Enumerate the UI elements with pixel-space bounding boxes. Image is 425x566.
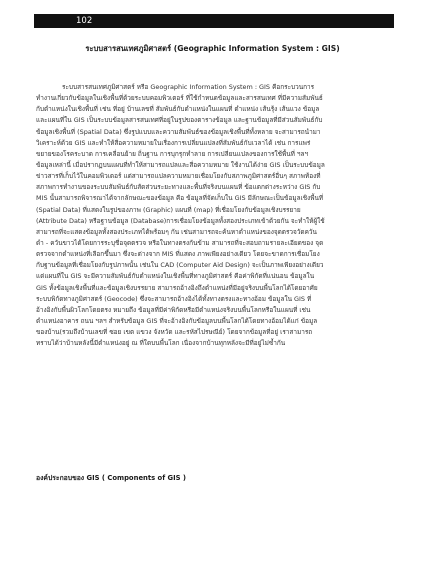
- paragraph-line: ขยายของโรคระบาด การเคลื่อนย้าย ถิ่นฐาน การบุกรุกทำลาย การเปลี่ยนแปลงของการใช้พื้นที่ ฯลฯ: [36, 149, 309, 158]
- document-title: ระบบสารสนเทศภูมิศาสตร์ (Geographic Information System : GIS): [85, 44, 340, 53]
- paragraph-line: ทำงานเกี่ยวกับข้อมูลในเชิงพื้นที่ด้วยระบบคอมพิวเตอร์ ที่ใช้กำหนดข้อมูลและสารสนเทศ ที่มีความสัมพันธ์: [36, 94, 323, 103]
- paragraph-line: และแผนที่ใน GIS เป็นระบบข้อมูลสารสนเทศที่อยู่ในรูปของตารางข้อมูล และฐานข้อมูลที่มีส่วนสัมพันธ์กับ: [36, 116, 323, 125]
- page-number-bar: [34, 14, 394, 28]
- paragraph-line: ข้อมูลเชิงพื้นที่ (Spatial Data) ซึ่งรูปแบบและความสัมพันธ์ของข้อมูลเชิงพื้นที่ทั้งหลาย จะสามารถนำมา: [36, 127, 321, 136]
- body-paragraph: [36, 82, 393, 349]
- paragraph-line: แต่แผนที่ใน GIS จะมีความสัมพันธ์กับตำแหน่งในเชิงพื้นที่ทางภูมิศาสตร์ คือค่าพิกัดที่แน่นอน ข้อมูลใน: [36, 272, 315, 281]
- paragraph-line: ระบบพิกัดทางภูมิศาสตร์ (Geocode) ซึ่งจะสามารถอ้างอิงได้ทั้งทางตรงและทางอ้อม ข้อมูลใน GIS ที่: [36, 294, 312, 303]
- paragraph-line: ข้อมูลเหล่านี้ เมื่อปรากฏบนแผนที่ทำให้สามารถแปลและสื่อความหมาย ใช้งานได้ง่าย GIS เป็นระบบข้อมูล: [36, 160, 325, 169]
- paragraph-line: ทราบได้ว่าบ้านหลังนี้มีตำแหน่งอยู่ ณ ที่ใดบนพื้นโลก เนื่องจากบ้านทุกหลังจะมีที่อยู่ไม่ซ้ำกัน: [36, 339, 286, 348]
- paragraph-line: ตำแหน่งอาคาร ถนน ฯลฯ สำหรับข้อมูล GIS ที่จะอ้างอิงกับข้อมูลบนพื้นโลกได้โดยทางอ้อมได้แก่ ข้อมูล: [36, 316, 318, 325]
- paragraph-line: กับตำแหน่งในเชิงพื้นที่ เช่น ที่อยู่ บ้านเลขที่ สัมพันธ์กับตำแหน่งในแผนที่ ตำแหน่ง เส้นรุ้ง เส้นแวง ข้อมูล: [36, 105, 320, 114]
- section-heading: องค์ประกอบของ GIS ( Components of GIS ): [36, 474, 187, 482]
- paragraph-line: (Attribute Data) หรือฐานข้อมูล (Database)การเชื่อมโยงข้อมูลทั้งสองประเภทเข้าด้วยกัน จะทำให้ผู้ใช้: [36, 216, 325, 225]
- paragraph-line: สภาพการทำงานของระบบสัมพันธ์กับสัดส่วนระยะทางและพื้นที่จริงบนแผนที่ ข้อแตกต่างระหว่าง GIS กับ: [36, 183, 321, 192]
- paragraph-line: สามารถที่จะแสดงข้อมูลทั้งสองประเภทได้พร้อมๆ กัน เช่นสามารถจะค้นหาตำแหน่งของจุดตรวจวัดควัน: [36, 227, 317, 236]
- page-number: 102: [76, 16, 93, 26]
- paragraph-line: กับฐานข้อมูลที่เชื่อมโยงกับรูปภาพนั้น เช่นใน CAD (Computer Aid Design) จะเป็นภาพเพียงอย่างเดียว: [36, 261, 324, 270]
- paragraph-line: วิเคราะห์ด้วย GIS และทำให้สื่อความหมายในเรื่องการเปลี่ยนแปลงที่สัมพันธ์กับเวลาได้ เช่น การแพร่: [36, 138, 311, 147]
- paragraph-line: ตรวจจากตำแหน่งที่เลือกขึ้นมา ซึ่งจะต่างจาก MIS ที่แสดง ภาพเพียงอย่างเดียว โดยจะขาดการเชื่อมโยง: [36, 250, 320, 259]
- paragraph-line: (Spatial Data) ที่แสดงในรูปของภาพ (Graphic) แผนที่ (map) ที่เชื่อมโยงกับข้อมูลเชิงบรรยาย: [36, 205, 301, 214]
- paragraph-line: GIS ทั้งข้อมูลเชิงพื้นที่และข้อมูลเชิงบรรยาย สามารถอ้างอิงถึงตำแหน่งที่มีอยู่จริงบนพื้นโลกได้โดยอาศัย: [36, 283, 318, 292]
- paragraph-line: ดำ - ควันขาวได้โดยการระบุชื่อจุดตรวจ หรือในทางตรงกันข้าม สามารถที่จะสอบถามรายละเอียดของ จุด: [36, 238, 324, 247]
- paragraph-line: MIS นั้นสามารถพิจารณาได้จากลักษณะของข้อมูล คือ ข้อมูลที่จัดเก็บใน GIS มีลักษณะเป็นข้อมูลเชิงพื้นที่: [36, 194, 324, 203]
- paragraph-line: ของบ้าน(รวมถึงบ้านเลขที่ ซอย เขต แขวง จังหวัด และรหัสไปรษณีย์) โดยจากข้อมูลที่อยู่ เราสามารถ: [36, 328, 313, 337]
- paragraph-line: อ้างอิงกับพื้นผิวโลกโดยตรง หมายถึง ข้อมูลที่มีค่าพิกัดหรือมีตำแหน่งจริงบนพื้นโลกหรือในแผนที่ เช่น: [36, 305, 311, 314]
- paragraph-line: ระบบสารสนเทศภูมิศาสตร์ หรือ Geographic Information System : GIS คือกระบวนการ: [62, 83, 315, 91]
- paragraph-line: ข่าวสารที่เก็บไว้ในคอมพิวเตอร์ แต่สามารถแปลความหมายเชื่อมโยงกับสภาพภูมิศาสตร์อื่นๆ สภาพท้องที่: [36, 172, 321, 181]
